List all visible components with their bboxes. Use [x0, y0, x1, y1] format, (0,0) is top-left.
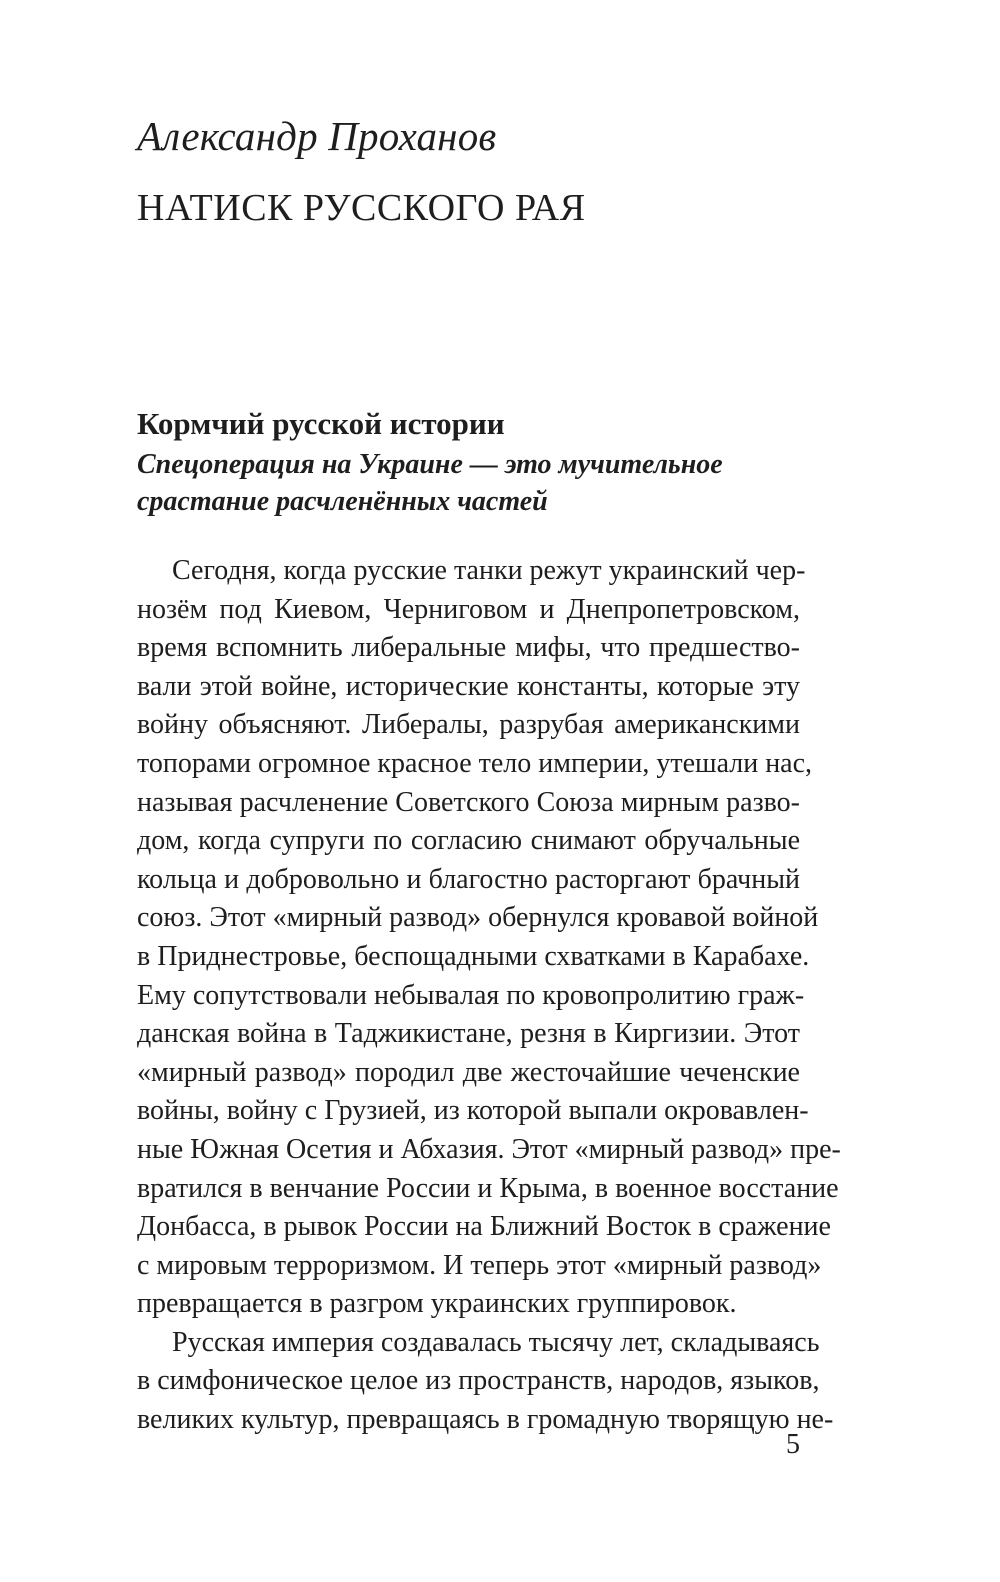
body-text — [137, 552, 841, 1440]
text-line: дом, когда супруги по согласию снимают обручальные — [137, 825, 800, 857]
text-line: данская война в Таджикистане, резня в Киргизии. Этот — [137, 1018, 800, 1050]
text-line: войну объясняют. Либералы, разрубая американскими — [137, 709, 800, 741]
text-line: в Приднестровье, беспощадными схватками в Карабахе. — [137, 940, 810, 972]
text-line: топорами огромное красное тело империи, утешали нас, — [137, 747, 813, 779]
text-line: вали этой войне, исторические константы, которые эту — [137, 670, 800, 702]
chapter-subtitle — [137, 446, 723, 520]
text-line: кольца и добровольно и благостно расторгают брачный — [137, 863, 800, 895]
text-line: нозём под Киевом, Черниговом и Днепропетровском, — [137, 593, 800, 625]
text-line: время вспомнить либеральные мифы, что предшество- — [137, 632, 800, 664]
text-line: называя расчленение Советского Союза мирным разво- — [137, 786, 800, 818]
subtitle-line: срастание расчленённых частей — [137, 486, 548, 517]
chapter-title: Кормчий русской истории — [137, 406, 505, 441]
text-line: союз. Этот «мирный развод» обернулся кровавой войной — [137, 902, 819, 934]
page-number: 5 — [786, 1429, 800, 1460]
subtitle-line: Спецоперация на Украине — это мучительное — [137, 449, 723, 480]
text-line: Ему сопутствовали небывалая по кровопролитию граж- — [137, 979, 805, 1011]
text-line: великих культур, превращаясь в громадную творящую не- — [137, 1404, 834, 1436]
text-line: в симфоническое целое из пространств, народов, языков, — [137, 1365, 820, 1397]
text-line: «мирный развод» породил две жесточайшие чеченские — [137, 1056, 800, 1088]
text-line: Русская империя создавалась тысячу лет, складываясь — [172, 1326, 820, 1358]
book-title: НАТИСК РУССКОГО РАЯ — [137, 187, 586, 229]
text-line: войны, войну с Грузией, из которой выпали окровавлен- — [137, 1095, 809, 1127]
text-line: Донбасса, в рывок России на Ближний Восток в сражение — [137, 1211, 831, 1243]
text-line: Сегодня, когда русские танки режут украинский чер- — [172, 555, 806, 586]
author-name: Александр Проханов — [137, 113, 497, 159]
text-line: превращается в разгром украинских группировок. — [137, 1288, 737, 1320]
text-line: вратился в венчание России и Крыма, в военное восстание — [137, 1172, 839, 1204]
text-line: с мировым терроризмом. И теперь этот «мирный развод» — [137, 1249, 822, 1281]
text-line: ные Южная Осетия и Абхазия. Этот «мирный развод» пре- — [137, 1133, 841, 1165]
